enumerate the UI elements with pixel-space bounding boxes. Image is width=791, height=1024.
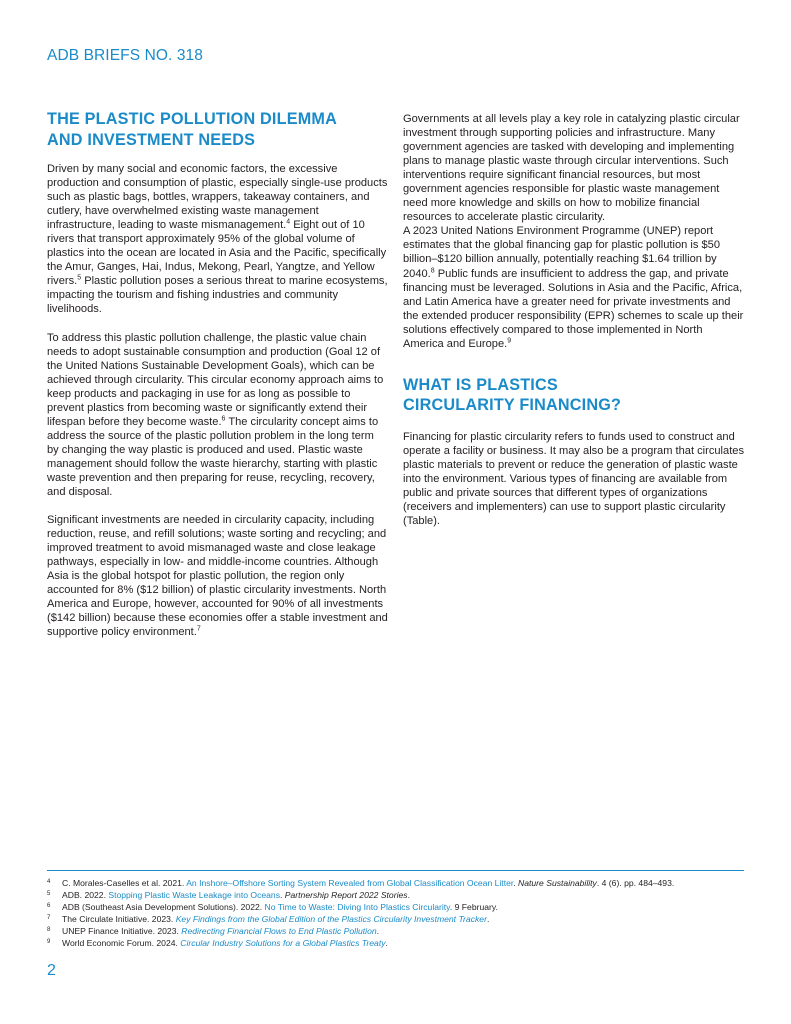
page-number: 2 [47, 962, 56, 979]
footnote-text: C. Morales-Caselles et al. 2021. [62, 878, 187, 888]
footnote-italic: Partnership Report 2022 Stories [284, 889, 408, 900]
footnote-text: . [385, 937, 388, 948]
text: The circularity concept aims to address the source of the plastic pollution problem in the long term by changing the way plastic is produced and used. Plastic waste management should follow the waste hierarchy, starting with plastic waste prevention and then preparing for reuse, recycling, recovery, and disposal. [47, 415, 379, 499]
footnote-number: 7 [47, 914, 51, 921]
footnote [47, 914, 757, 926]
section-heading-dilemma [47, 109, 388, 150]
paragraph [47, 331, 388, 500]
text: Driven by many social and economic factors, the excessive production and consumption of plastic, especially single-use products such as plastic bags, bottles, wrappers, takeaway containers, and cutlery, have overwhelmed existing waste management infrastructure, leading to waste mismanagement. [47, 163, 388, 232]
footnote-link[interactable]: No Time to Waste: Diving Into Plastics Circularity [264, 901, 450, 912]
footnote-number: 9 [47, 938, 51, 945]
footnote-link[interactable]: Stopping Plastic Waste Leakage into Oceans [108, 889, 281, 900]
footnote-italic: Nature Sustainability [518, 878, 597, 888]
footnote-text: . [486, 913, 490, 924]
footnote-ref[interactable]: 9 [507, 337, 512, 345]
footnote-text: . [513, 878, 519, 888]
footnote-ref[interactable]: 8 [430, 266, 435, 274]
footnote-ref[interactable]: 5 [77, 274, 82, 282]
footnote-ref[interactable]: 6 [221, 415, 226, 423]
footnote-text: . [280, 889, 285, 900]
footnote-text: World Economic Forum. 2024. [62, 937, 181, 948]
paragraph [47, 162, 388, 317]
heading-line: WHAT IS PLASTICS [403, 375, 558, 394]
footnote-link[interactable]: Key Findings from the Global Edition of the Plastics Circularity Investment Tracker [175, 913, 487, 924]
footnote-ref[interactable]: 7 [196, 625, 201, 633]
footnotes [47, 878, 757, 949]
paragraph: Financing for plastic circularity refers to funds used to construct and operate a facility or business. It may also be a program that circulates plastic materials to prevent or reduce the generation of plastic waste into the environment. Various types of financing are available from public and private sources that different types of organizations (receivers and implementers) can use to support plastic circularity (Table). [403, 430, 744, 528]
text: To address this plastic pollution challenge, the plastic value chain needs to adopt sustainable consumption and production (Goal 12 of the United Nations Sustainable Development Goals), which can be achieved through circularity. This circular economy approach aims to keep products and packaging in use for as long as possible to prevent plastics from becoming waste or significantly extend their lifespan before they become waste. [47, 331, 384, 428]
left-column [47, 109, 388, 640]
footnote-number: 5 [47, 890, 51, 897]
footnote-link[interactable]: An Inshore–Offshore Sorting System Revealed from Global Classification Ocean Litter [186, 878, 514, 888]
footnote [47, 938, 757, 950]
footnote-text: . [376, 925, 380, 936]
text: Public funds are insufficient to address the gap, and private financing must be leveraged. Solutions in Asia and the Pacific, Africa, and Latin America have a greater need for private investments and the extended producer responsibility (EPR) schemes to scale up their solutions effectively compared to those implemented in North America and Europe. [403, 267, 744, 350]
footnote-text: ADB. 2022. [62, 889, 109, 900]
footnote-text: . [407, 889, 410, 900]
footnote-ref[interactable]: 4 [286, 218, 291, 226]
footnote-text: . 9 February. [449, 901, 498, 912]
footnote-number: 4 [47, 879, 51, 885]
heading-line: AND INVESTMENT NEEDS [47, 130, 256, 149]
document-header: ADB BRIEFS NO. 318 [47, 47, 203, 64]
section-heading-financing [403, 375, 744, 416]
text: Eight out of 10 rivers that transport approximately 95% of the global volume of plastics into the ocean are located in Asia and the Pacific, specifically the Amur, Ganges, Hai, Indus, Mekong, Pearl, Yangtze, and Yellow rivers. [47, 219, 387, 288]
footnote-number: 8 [47, 926, 51, 933]
footnote-divider [47, 870, 744, 871]
paragraph [403, 224, 744, 350]
text: Plastic pollution poses a serious threat to marine ecosystems, impacting the tourism and fishing industries and community livelihoods. [47, 275, 388, 316]
footnote-text: The Circulate Initiative. 2023. [62, 913, 176, 924]
right-column [403, 112, 744, 528]
footnote-text: ADB (Southeast Asia Development Solutions). 2022. [62, 901, 265, 912]
footnote-text: . 4 (6). pp. 484–493. [596, 878, 675, 888]
footnote-number: 6 [47, 902, 51, 909]
footnote [47, 902, 757, 914]
paragraph [47, 513, 388, 639]
footnote-text: UNEP Finance Initiative. 2023. [62, 925, 182, 936]
heading-line: CIRCULARITY FINANCING? [403, 396, 622, 415]
footnote [47, 926, 757, 938]
footnote-link[interactable]: Redirecting Financial Flows to End Plastic Pollution [181, 925, 377, 936]
heading-line: THE PLASTIC POLLUTION DILEMMA [47, 110, 337, 128]
text: A 2023 United Nations Environment Programme (UNEP) report estimates that the global financing gap for plastic pollution is $50 billion–$120 billion annually, potentially reaching $1.64 trillion by 2040. [403, 225, 720, 280]
footnote [47, 878, 757, 890]
paragraph: Governments at all levels play a key role in catalyzing plastic circular investment through supporting policies and infrastructure. Many government agencies are tasked with developing and implementing plans to manage plastic waste through circular interventions. Such interventions require significant financial resources, but most government agencies responsible for plastic waste management need more knowledge and skills on how to mobilize financial resources to accelerate plastic circularity. [403, 113, 740, 224]
footnote-link[interactable]: Circular Industry Solutions for a Global Plastics Treaty [180, 937, 386, 948]
text: Significant investments are needed in circularity capacity, including reduction, reuse, and refill solutions; waste sorting and recycling; and improved treatment to avoid mismanaged waste and close leakage pathways, especially in low- and middle-income countries. Although Asia is the global hotspot for plastic pollution, the region only accounted for 8% ($12 billion) of plastic circularity investments. North America and Europe, however, accounted for 90% of all investments ($142 billion) because these economies offer a stable investment and supportive policy environment. [47, 514, 388, 639]
footnote [47, 890, 757, 902]
